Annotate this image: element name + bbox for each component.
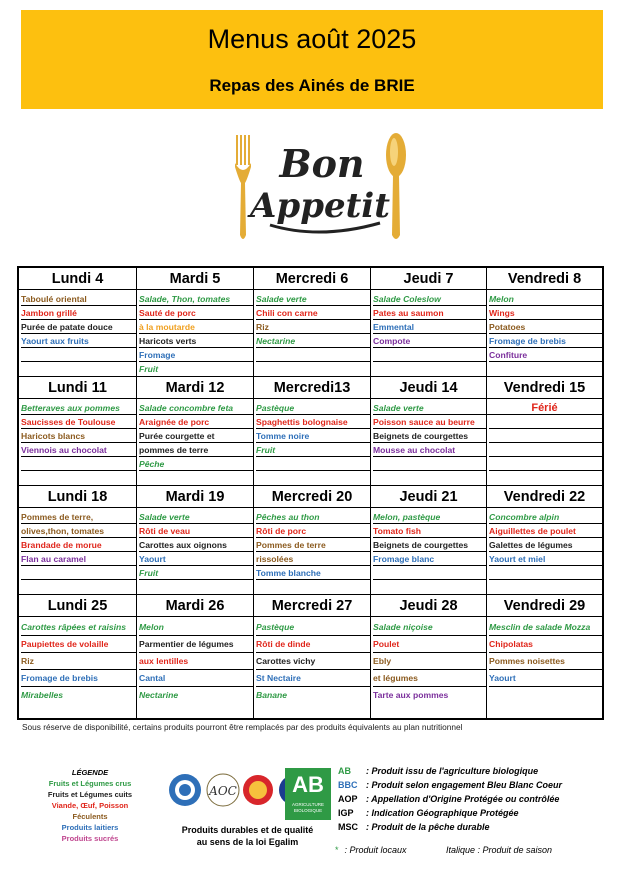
- abbreviation-row: [338, 766, 538, 776]
- day-name: Vendredi 22: [487, 486, 602, 508]
- bleu-blanc-coeur-icon: [169, 774, 201, 806]
- menu-item: Férié: [487, 401, 602, 415]
- menu-item: Tarte aux pommes: [373, 690, 449, 700]
- legend-entry: Produits laitiers: [61, 823, 119, 832]
- menu-item: Mirabelles: [21, 690, 64, 700]
- menu-item: Salade verte: [256, 292, 370, 306]
- menu-item: Chipolatas: [489, 636, 602, 653]
- menu-item: Yaourt et miel: [489, 552, 602, 566]
- menu-item: [139, 580, 253, 594]
- menu-item: [21, 457, 136, 471]
- day-cell: [371, 268, 487, 377]
- menu-item: Pêche: [139, 457, 253, 471]
- abbreviation-value: : Appellation d'Origine Protégée ou contrôlée: [366, 794, 560, 804]
- ab-logo-caption: AGRICULTURE BIOLOGIQUE: [292, 802, 324, 813]
- menu-item: Saucisses de Toulouse: [21, 415, 136, 429]
- menu-item: [21, 566, 136, 580]
- page-subtitle: Repas des Ainés de BRIE: [209, 76, 415, 95]
- menu-item: Yaourt: [139, 552, 253, 566]
- menu-item: [489, 443, 602, 457]
- legend-title: LÉGENDE: [71, 768, 109, 777]
- day-name: Mercredi 6: [254, 268, 370, 290]
- menu-item: Potatoes: [489, 320, 602, 334]
- season-note: Italique : Produit de saison: [446, 845, 553, 855]
- menu-item: Fromage blanc: [373, 552, 486, 566]
- day-name: Vendredi 15: [487, 377, 602, 399]
- menu-item: [256, 362, 370, 376]
- menu-item: Pates au saumon: [373, 306, 486, 320]
- menu-item: [489, 457, 602, 471]
- menu-item: Rôti de porc: [256, 524, 370, 538]
- menu-item: Beignets de courgettes: [373, 538, 486, 552]
- menu-item: Concombre alpin: [489, 510, 602, 524]
- legend-entry: Féculents: [72, 812, 108, 821]
- menu-item: St Nectaire: [256, 670, 370, 687]
- menu-item: Haricots verts: [139, 334, 253, 348]
- menu-item: Rôti de dinde: [256, 636, 370, 653]
- menu-item: Jambon grillé: [21, 306, 136, 320]
- menu-item: Galettes de légumes: [489, 538, 602, 552]
- menu-item: [373, 457, 486, 471]
- menu-item: Salade verte: [139, 510, 253, 524]
- day-name: Mercredi 20: [254, 486, 370, 508]
- day-name: Mardi 26: [137, 595, 253, 617]
- menu-item: rissolées: [256, 552, 370, 566]
- menu-item: Spaghettis bolognaise: [256, 415, 370, 429]
- header-banner: [21, 10, 603, 109]
- day-cell: [19, 595, 137, 718]
- menu-item: Emmental: [373, 320, 486, 334]
- menu-item: Carottes râpées et raisins: [21, 619, 136, 636]
- day-cell: [371, 377, 487, 486]
- menu-item: [256, 457, 370, 471]
- logo-bon: Bon: [279, 141, 365, 186]
- menu-item: Betteraves aux pommes: [21, 401, 136, 415]
- menu-item: Taboulé oriental: [21, 292, 136, 306]
- day-cell: [487, 595, 602, 718]
- menu-item: Paupiettes de volaille: [21, 636, 136, 653]
- menu-item: Purée courgette et: [139, 429, 253, 443]
- menu-item: Poisson sauce au beurre: [373, 415, 486, 429]
- menu-item: Salade concombre feta: [139, 401, 253, 415]
- availability-note: Sous réserve de disponibilité, certains produits pourront être remplacés par des produits équivalents au plan nutritionnel: [22, 722, 463, 732]
- menu-item: Flan au caramel: [21, 552, 136, 566]
- menu-item: Rôti de veau: [139, 524, 253, 538]
- abbreviation-value: : Indication Géographique Protégée: [366, 808, 519, 818]
- menu-item: [256, 471, 370, 485]
- menu-item: Melon: [139, 619, 253, 636]
- menu-item: à la moutarde: [139, 320, 253, 334]
- egalim-line-2: au sens de la loi Egalim: [196, 837, 299, 847]
- menu-item: Pêches au thon: [256, 510, 370, 524]
- abbreviation-value: : Produit de la pêche durable: [366, 822, 490, 832]
- menu-item: Tomato fish: [373, 524, 486, 538]
- abbreviation-key: MSC: [338, 822, 358, 832]
- menu-item: Chili con carne: [256, 306, 370, 320]
- menu-item: [21, 580, 136, 594]
- ab-logo: [285, 768, 331, 820]
- menu-item: Fromage de brebis: [489, 334, 602, 348]
- menu-item: Fruit: [139, 566, 253, 580]
- menu-item: [489, 566, 602, 580]
- legend-entry: Viande, Œuf, Poisson: [51, 801, 129, 810]
- day-cell: [137, 486, 254, 595]
- aop-icon: [243, 775, 273, 805]
- menu-item: [256, 580, 370, 594]
- menu-item: Fromage de brebis: [21, 670, 136, 687]
- day-name: Vendredi 8: [487, 268, 602, 290]
- menu-item: Salade niçoise: [373, 619, 486, 636]
- egalim-text: [160, 824, 335, 848]
- legend-entry: Produits sucrés: [61, 834, 119, 843]
- menu-item: Sauté de porc: [139, 306, 253, 320]
- menu-item: Cantal: [139, 670, 253, 687]
- menu-item: pommes de terre: [139, 443, 253, 457]
- menu-item: Poulet: [373, 636, 486, 653]
- menu-item: Melon, pastèque: [373, 510, 486, 524]
- menu-item: [373, 362, 486, 376]
- menu-item: Salade, Thon, tomates: [139, 292, 253, 306]
- abbreviation-row: [338, 808, 519, 818]
- menu-item: Mesclin de salade Mozza: [489, 619, 602, 636]
- local-star: *: [335, 845, 339, 855]
- menu-item: [21, 471, 136, 485]
- fork-icon: [235, 135, 251, 239]
- menu-item: Salade verte: [373, 401, 486, 415]
- local-text: : Produit locaux: [344, 845, 407, 855]
- menu-item: [489, 687, 602, 704]
- menu-item: Fruit: [139, 364, 159, 374]
- egalim-line-1: Produits durables et de qualité: [181, 825, 314, 835]
- menu-item: [373, 348, 486, 362]
- day-name: Mardi 12: [137, 377, 253, 399]
- day-cell: [254, 486, 371, 595]
- legend-entry: Fruits et Légumes cuits: [47, 790, 133, 799]
- abbreviation-key: AB: [338, 766, 351, 776]
- menu-item: Yaourt: [489, 670, 602, 687]
- menu-item: Pommes noisettes: [489, 653, 602, 670]
- menu-item: Fruit: [256, 443, 370, 457]
- menu-item: Araignée de porc: [139, 415, 253, 429]
- menu-item: Brandade de morue: [21, 538, 136, 552]
- menu-item: Melon: [489, 292, 602, 306]
- day-cell: [19, 377, 137, 486]
- day-cell: [19, 268, 137, 377]
- menu-item: [256, 348, 370, 362]
- menu-item: Wings: [489, 306, 602, 320]
- day-cell: [254, 377, 371, 486]
- menu-item: Confiture: [489, 348, 602, 362]
- menu-item: [489, 362, 602, 376]
- menu-item: Mousse au chocolat: [373, 443, 486, 457]
- menu-item: Riz: [256, 320, 370, 334]
- day-name: Mercredi 27: [254, 595, 370, 617]
- day-cell: [254, 595, 371, 718]
- day-cell: [137, 595, 254, 718]
- day-cell: [487, 486, 602, 595]
- day-name: Mercredi13: [254, 377, 370, 399]
- abbreviation-value: : Produit selon engagement Bleu Blanc Coeur: [366, 780, 563, 790]
- day-name: Lundi 11: [19, 377, 136, 399]
- abbreviation-value: : Produit issu de l'agriculture biologique: [366, 766, 539, 776]
- menu-item: Carottes vichy: [256, 653, 370, 670]
- menu-item: Fromage: [139, 348, 253, 362]
- abbreviation-key: BBC: [338, 780, 358, 790]
- menu-item: Banane: [256, 690, 288, 700]
- svg-text:AOC: AOC: [209, 784, 237, 798]
- day-cell: [487, 377, 602, 486]
- menu-item: Aiguillettes de poulet: [489, 524, 602, 538]
- menu-item: Yaourt aux fruits: [21, 334, 136, 348]
- day-cell: [487, 268, 602, 377]
- menu-item: et légumes: [373, 670, 486, 687]
- day-cell: [19, 486, 137, 595]
- day-name: Jeudi 7: [371, 268, 486, 290]
- menu-item: [489, 471, 602, 485]
- day-name: Mardi 5: [137, 268, 253, 290]
- menu-item: Tomme noire: [256, 429, 370, 443]
- abbreviation-row: [338, 794, 559, 804]
- menu-item: [139, 471, 253, 485]
- abbreviation-key: IGP: [338, 808, 354, 818]
- menu-item: Carottes aux oignons: [139, 538, 253, 552]
- menu-item: [373, 471, 486, 485]
- menu-grid: [17, 266, 604, 720]
- bon-appetit-logo: [230, 125, 410, 250]
- day-cell: [371, 486, 487, 595]
- abbreviation-row: [338, 822, 490, 832]
- day-cell: [371, 595, 487, 718]
- logo-appetit: Appetit: [250, 186, 390, 226]
- abbreviation-key: AOP: [338, 794, 358, 804]
- ab-logo-text: AB: [292, 772, 324, 797]
- menu-item: Ebly: [373, 653, 486, 670]
- page-title: Menus août 2025: [207, 24, 417, 54]
- day-name: Mardi 19: [137, 486, 253, 508]
- day-name: Lundi 4: [19, 268, 136, 290]
- legend-entry: Fruits et Légumes crus: [48, 779, 132, 788]
- menu-item: olives,thon, tomates: [21, 524, 136, 538]
- menu-item: Nectarine: [139, 690, 179, 700]
- day-name: Lundi 18: [19, 486, 136, 508]
- menu-item: [21, 362, 136, 376]
- menu-item: Beignets de courgettes: [373, 429, 486, 443]
- day-name: Jeudi 21: [371, 486, 486, 508]
- menu-item: Parmentier de légumes: [139, 636, 253, 653]
- local-product-note: [335, 845, 407, 855]
- menu-item: Purée de patate douce: [21, 320, 136, 334]
- abbreviation-row: [338, 780, 562, 790]
- day-name: Jeudi 14: [371, 377, 486, 399]
- menu-item: Compote: [373, 334, 486, 348]
- menu-item: Pommes de terre,: [21, 510, 136, 524]
- day-cell: [254, 268, 371, 377]
- menu-item: [373, 580, 486, 594]
- menu-item: Salade Coleslow: [373, 292, 486, 306]
- aoc-icon: [207, 774, 239, 806]
- menu-item: Viennois au chocolat: [21, 443, 136, 457]
- menu-item: Pastèque: [256, 619, 370, 636]
- menu-item: Pommes de terre: [256, 538, 370, 552]
- day-cell: [137, 377, 254, 486]
- menu-item: [489, 429, 602, 443]
- menu-item: Pastèque: [256, 401, 370, 415]
- menu-item: aux lentilles: [139, 653, 253, 670]
- menu-item: [373, 566, 486, 580]
- menu-item: [489, 580, 602, 594]
- menu-item: [489, 415, 602, 429]
- menu-item: Tomme blanche: [256, 566, 370, 580]
- day-cell: [137, 268, 254, 377]
- menu-item: Riz: [21, 653, 136, 670]
- day-name: Jeudi 28: [371, 595, 486, 617]
- menu-item: Nectarine: [256, 334, 370, 348]
- day-name: Vendredi 29: [487, 595, 602, 617]
- menu-item: [21, 348, 136, 362]
- menu-item: Haricots blancs: [21, 429, 136, 443]
- day-name: Lundi 25: [19, 595, 136, 617]
